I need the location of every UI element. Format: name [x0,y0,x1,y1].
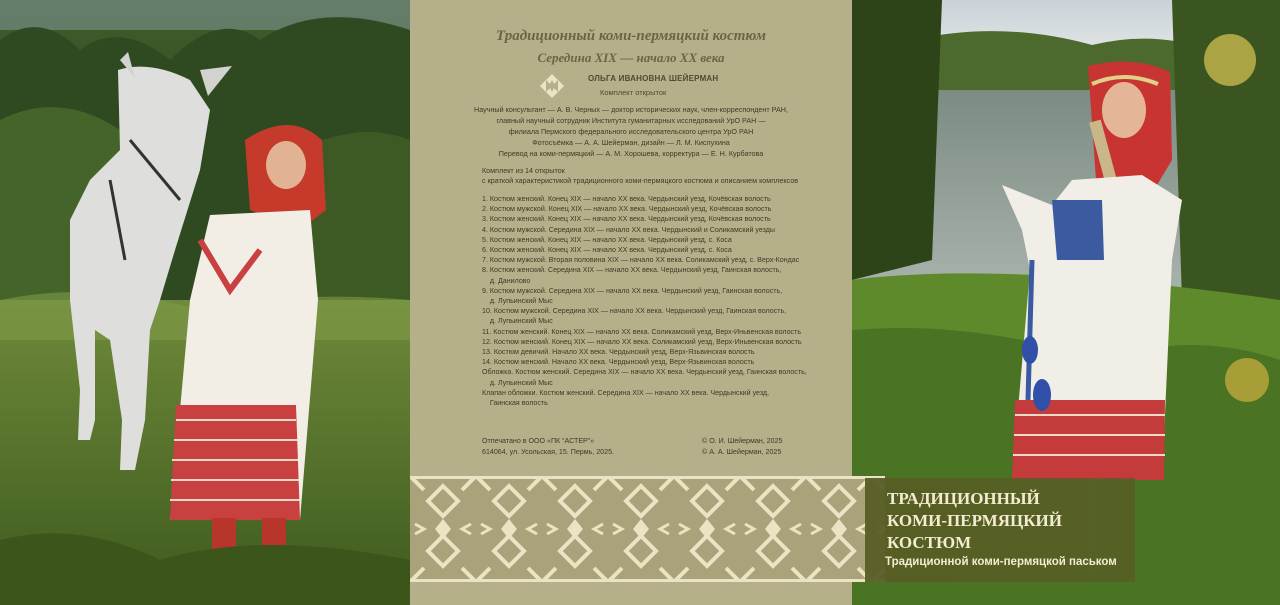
intro-line: Комплект из 14 открыток [482,166,565,175]
left-photo-woman-with-horse [0,0,410,605]
postcard-entry: 9. Костюм мужской. Середина XIX — начало XX века. Чердынский уезд, Гаинская волость, [482,286,783,295]
postcard-entry: 2. Костюм мужской. Конец XIX — начало XX века. Чердынский уезд, Кочёвская волость [482,205,772,214]
copyright-line: © О. И. Шейерман, 2025 [702,437,783,445]
credit-line: филиала Пермского федерального исследовательского центра УрО РАН [508,127,754,136]
credit-line: Перевод на коми-пермяцкий — А. М. Хорошева, корректура — Е. Н. Курбатова [498,149,764,158]
postcard-entry: 13. Костюм девичий. Начало XX века. Чердынский уезд, Верх-Язьвинская волость [482,348,755,357]
postcard-entry: 6. Костюм женский. Конец XIX — начало XX века. Чердынский уезд, с. Коса [482,246,732,255]
postcard-entry: 4. Костюм мужской. Середина XIX — начало XX века. Чердынский и Соликамский уезды [482,225,775,234]
cover-subtitle: Традиционной коми-пермяцкой паськом [885,556,1117,568]
printer-line: Отпечатано в ООО «ПК “АСТЕР”» [482,437,595,445]
intro-line: с краткой характеристикой традиционного коми-пермяцкого костюма и описанием комплексов [482,176,799,185]
postcard-list [482,194,842,408]
printer-address: 614064, ул. Усольская, 15. Пермь, 2025. [482,447,614,456]
page-bottom-margin [410,582,852,605]
postcard-entry: д. Лупьинский Мыс [482,317,553,326]
cover-title-box [865,478,1135,582]
credits-block [470,104,792,159]
ornament-logo-icon [538,72,566,100]
cover-title: ТРАДИЦИОННЫЙ КОМИ-ПЕРМЯЦКИЙ КОСТЮМ [887,489,1062,552]
postcard-entry: д. Лупьинский Мыс [482,378,553,387]
printer-info [482,436,614,457]
postcard-entry: Обложка. Костюм женский. Середина XIX — начало XX века. Чердынский уезд, Гаинская волость, [482,368,807,377]
credit-line: главный научный сотрудник Института гуманитарных исследований УрО РАН — [496,116,766,125]
postcard-entry: 7. Костюм мужской. Вторая половина XIX — начало XX века. Соликамский уезд, с. Верх-Кондас [482,256,800,265]
postcard-entry: 3. Костюм женский. Конец XIX — начало XX века. Чердынский уезд, Кочёвская волость [482,215,771,224]
postcard-entry: 10. Костюм мужской. Середина XIX — начало XX века. Чердынский уезд, Гаинская волость, [482,307,787,316]
copyright-line: © А. А. Шейерман, 2025 [702,447,782,456]
postcard-entry: 12. Костюм женский. Конец XIX — начало XX века. Соликамский уезд, Верх-Иньвенская волость [482,337,802,346]
author-name: ОЛЬГА ИВАНОВНА ШЕЙЕРМАН [588,74,719,83]
postcard-entry: Клапан обложки. Костюм женский. Середина XIX — начало XX века. Чердынский уезд, [482,388,770,397]
postcard-entry: Гаинская волость [482,399,548,408]
postcard-entry: 11. Костюм женский. Конец XIX — начало XX века. Соликамский уезд, Верх-Иньвенская волость [482,327,802,336]
postcard-entry: 5. Костюм женский. Конец XIX — начало XX века. Чердынский уезд, с. Коса [482,235,732,244]
postcard-entry: 1. Костюм женский. Конец XIX — начало XX века. Чердынский уезд, Кочёвская волость [482,195,771,203]
set-description [482,166,832,186]
postcard-entry: 14. Костюм женский. Начало XX века. Чердынский уезд, Верх-Язьвинская волость [482,358,755,367]
credit-line: Фотосъёмка — А. А. Шейерман, дизайн — Л. М. Кислухина [532,138,730,147]
postcard-entry: д. Лупьинский Мыс [482,297,553,306]
postcard-entry: 8. Костюм женский. Середина XIX — начало XX века. Чердынский уезд, Гаинская волость, [482,266,782,275]
ornament-band [410,476,885,582]
page-subtitle: Середина XIX — начало XX века [537,50,725,65]
author-role: Комплект открыток [600,88,667,97]
credit-line: Научный консультант — А. В. Черных — доктор исторических наук, член-корреспондент РАН, [474,105,788,114]
copyright-info [702,436,782,457]
page-title: Традиционный коми-пермяцкий костюм [495,28,767,44]
postcard-entry: д. Данилово [482,276,531,285]
